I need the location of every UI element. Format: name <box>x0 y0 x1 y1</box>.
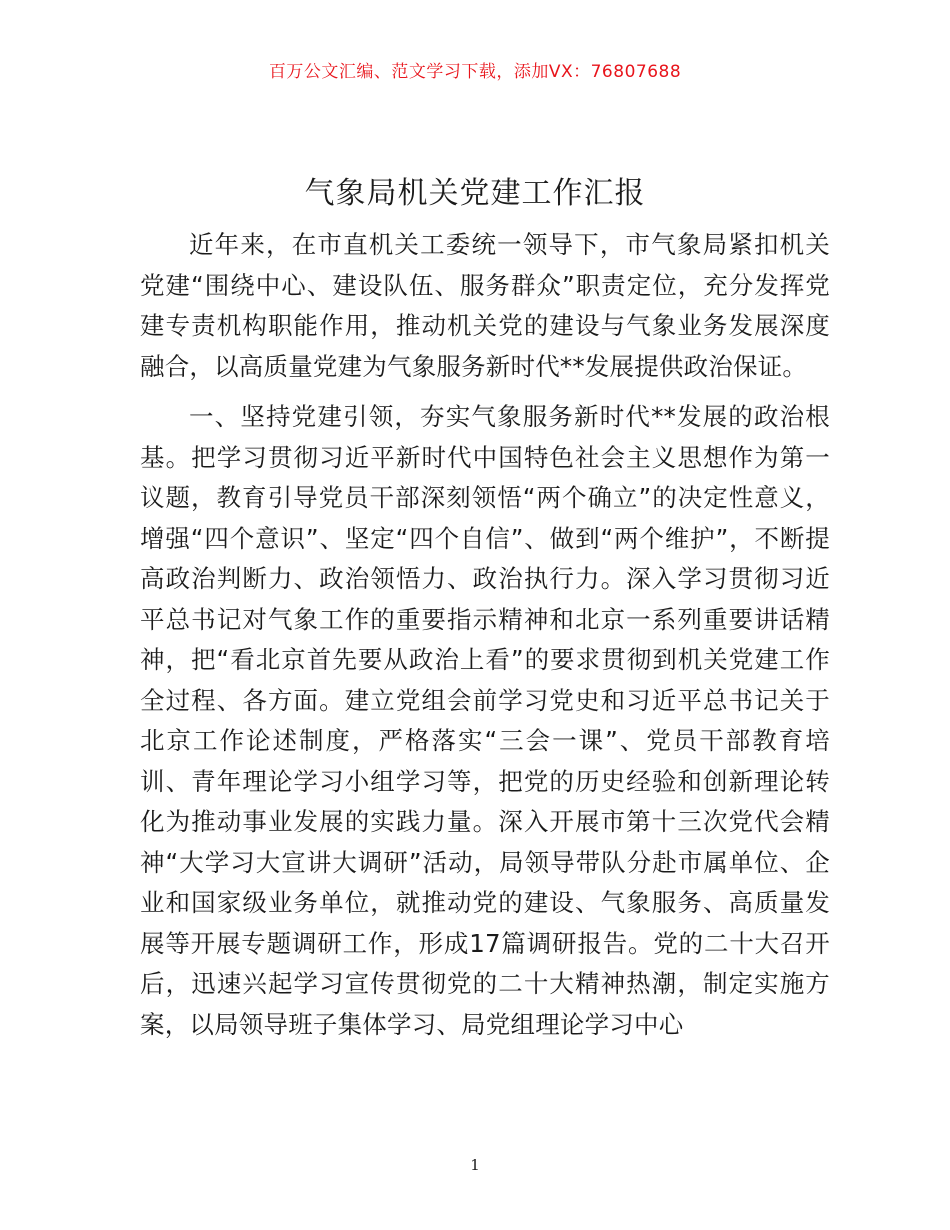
section-one-paragraph: 一、坚持党建引领，夯实气象服务新时代**发展的政治根基。把学习贯彻习近平新时代中国特色社会主义思想作为第一议题，教育引导党员干部深刻领悟“两个确立”的决定性意义，增强“四个意识”、坚定“四个自信”、做到“两个维护”，不断提高政治判断力、政治领悟力、政治执行力。深入学习贯彻习近平总书记对气象工作的重要指示精神和北京一系列重要讲话精神，把“看北京首先要从政治上看”的要求贯彻到机关党建工作全过程、各方面。建立党组会前学习党史和习近平总书记关于北京工作论述制度，严格落实“三会一课”、党员干部教育培训、青年理论学习小组学习等，把党的历史经验和创新理论转化为推动事业发展的实践力量。深入开展市第十三次党代会精神“大学习大宣讲大调研”活动，局领导带队分赴市属单位、企业和国家级业务单位，就推动党的建设、气象服务、高质量发展等开展专题调研工作，形成17篇调研报告。党的二十大召开后，迅速兴起学习宣传贯彻党的二十大精神热潮，制定实施方案，以局领导班子集体学习、局党组理论学习中心 <box>140 402 830 1039</box>
intro-paragraph: 近年来，在市直机关工委统一领导下，市气象局紧扣机关党建“围绕中心、建设队伍、服务群众”职责定位，充分发挥党建专责机构职能作用，推动机关党的建设与气象业务发展深度融合，以高质量党建为气象服务新时代**发展提供政治保证。 <box>140 230 830 381</box>
page-number: 1 <box>470 1156 480 1174</box>
download-banner: 百万公文汇编、范文学习下载，添加VX：76807688 <box>268 62 682 82</box>
document-body <box>140 225 830 1045</box>
document-title: 气象局机关党建工作汇报 <box>304 176 646 211</box>
